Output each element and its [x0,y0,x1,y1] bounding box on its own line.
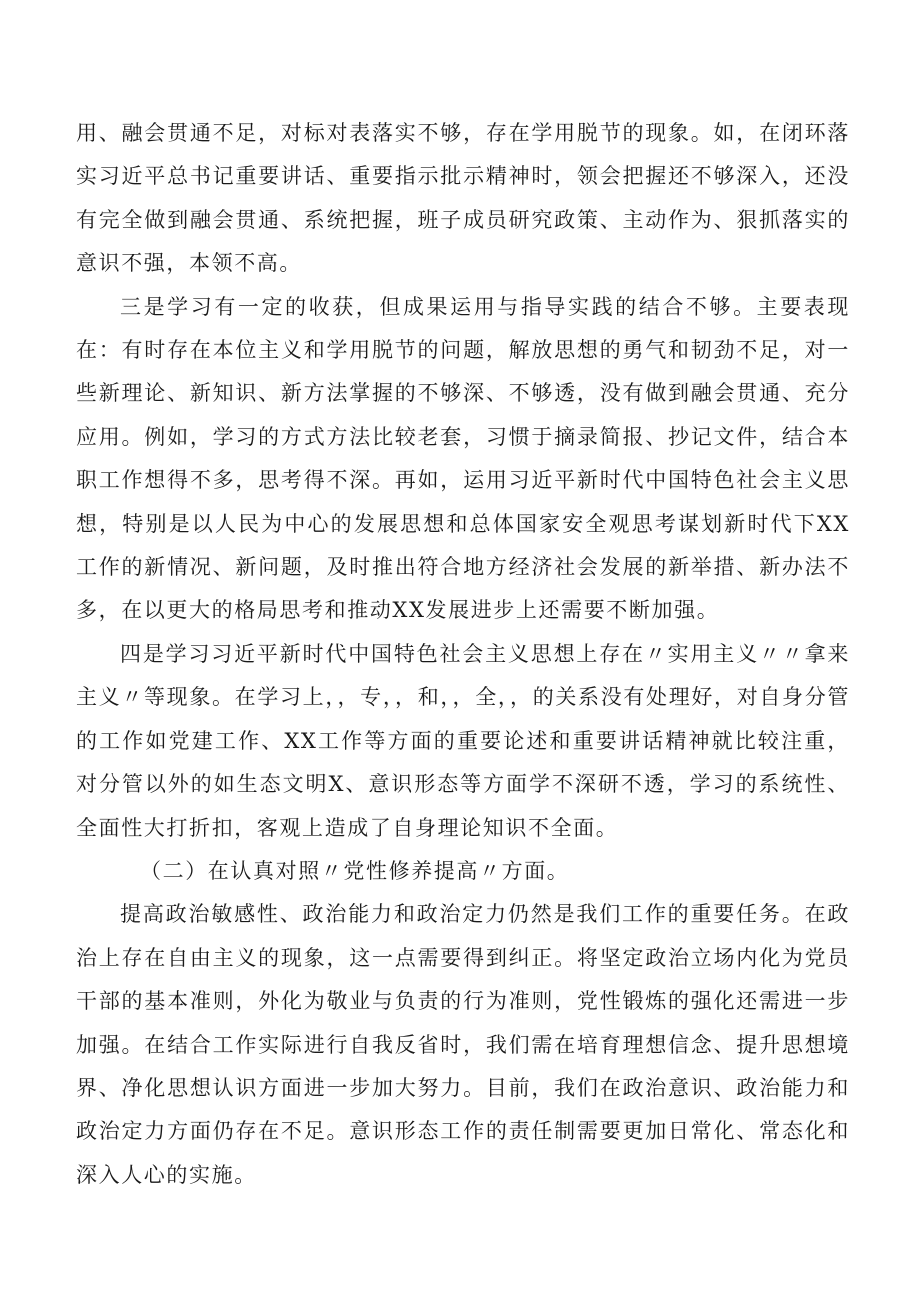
paragraph-point-four: 四是学习习近平新时代中国特色社会主义思想上存在〃实用主义〃〃拿来主义〃等现象。在学习上，，专，，和，，全，，的关系没有处理好，对自身分管的工作如党建工作、XX工作等方面的重要论述和重要讲话精神就比较注重，对分管以外的如生态文明X、意识形态等方面学不深研不透，学习的系统性、全面性大打折扣，客观上造成了自身理论知识不全面。 [76,641,850,840]
paragraph-continuation: 用、融会贯通不足，对标对表落实不够，存在学用脱节的现象。如，在闭环落实习近平总书记重要讲话、重要指示批示精神时，领会把握还不够深入，还没有完全做到融会贯通、系统把握，班子成员研究政策、主动作为、狠抓落实的意识不强，本领不高。 [76,121,850,276]
paragraph-party-spirit: 提高政治敏感性、政治能力和政治定力仍然是我们工作的重要任务。在政治上存在自由主义的现象，这一点需要得到纠正。将坚定政治立场内化为党员干部的基本准则，外化为敬业与负责的行为准则，党性锻炼的强化还需进一步加强。在结合工作实际进行自我反省时，我们需在培育理想信念、提升思想境界、净化思想认识方面进一步加大努力。目前，我们在政治意识、政治能力和政治定力方面仍存在不足。意识形态工作的责任制需要更加日常化、常态化和深入人心的实施。 [76,902,850,1187]
paragraph-point-three: 三是学习有一定的收获，但成果运用与指导实践的结合不够。主要表现在：有时存在本位主义和学用脱节的问题，解放思想的勇气和韧劲不足，对一些新理论、新知识、新方法掌握的不够深、不够透，没有做到融会贯通、充分应用。例如，学习的方式方法比较老套，习惯于摘录简报、抄记文件，结合本职工作想得不多，思考得不深。再如，运用习近平新时代中国特色社会主义思想，特别是以人民为中心的发展思想和总体国家安全观思考谋划新时代下XX工作的新情况、新问题，及时推出符合地方经济社会发展的新举措、新办法不多，在以更大的格局思考和推动XX发展进步上还需要不断加强。 [76,294,850,623]
section-heading-two: （二）在认真对照〃党性修养提高〃方面。 [140,858,570,883]
document-body [76,112,850,1197]
